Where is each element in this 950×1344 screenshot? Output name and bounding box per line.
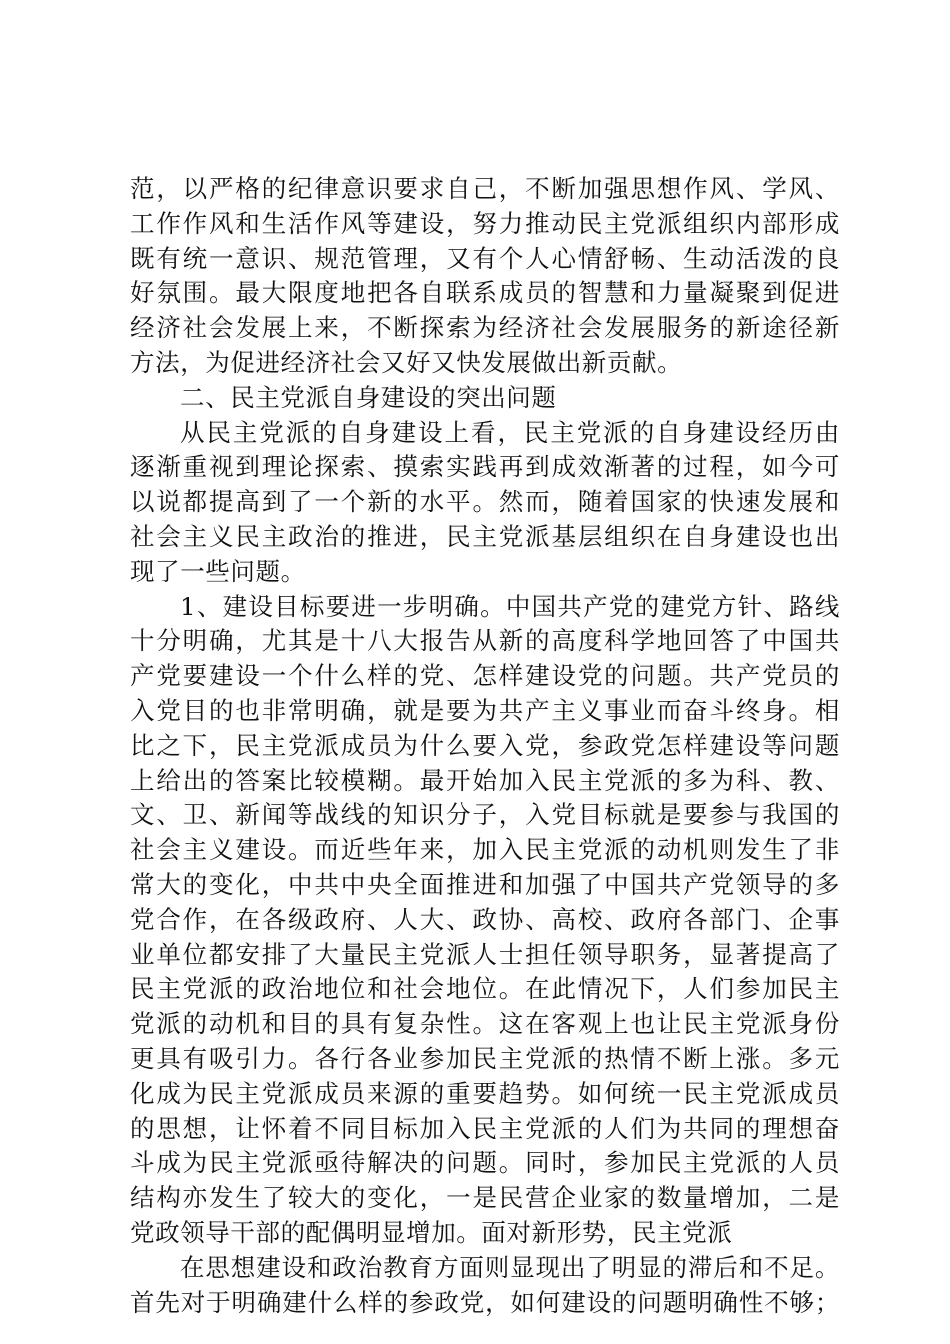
text-line: 的思想，让怀着不同目标加入民主党派的人们为共同的理想奋 [130,1113,840,1143]
text-line: 产党要建设一个什么样的党、怎样建设党的问题。共产党员的 [130,661,840,691]
text-line: 社会主义建设。而近些年来，加入民主党派的动机则发生了非 [130,835,840,865]
text-line: 首先对于明确建什么样的参政党，如何建设的问题明确性不够； [130,1287,840,1317]
text-line: 党政领导干部的配偶明显增加。面对新形势，民主党派 [130,1217,733,1247]
text-line: 民主党派的政治地位和社会地位。在此情况下，人们参加民主 [130,974,840,1004]
text-line: 常大的变化，中共中央全面推进和加强了中国共产党领导的多 [130,869,840,899]
text-line: 党派的动机和目的具有复杂性。这在客观上也让民主党派身份 [130,1009,840,1039]
text-line: 方法，为促进经济社会又好又快发展做出新贡献。 [130,347,683,377]
text-line: 更具有吸引力。各行各业参加民主党派的热情不断上涨。多元 [130,1043,840,1073]
text-line: 文、卫、新闻等战线的知识分子，入党目标就是要参与我国的 [130,800,840,830]
text-line: 上给出的答案比较模糊。最开始加入民主党派的多为科、教、 [130,765,840,795]
text-line: 十分明确，尤其是十八大报告从新的高度科学地回答了中国共 [130,626,840,656]
paragraph [130,416,840,590]
text-line: 党合作，在各级政府、人大、政协、高校、政府各部门、企事 [130,904,840,934]
text-line: 入党目的也非常明确，就是要为共产主义事业而奋斗终身。相 [130,695,840,725]
text-line: 经济社会发展上来，不断探索为经济社会发展服务的新途径新 [130,313,840,343]
section-heading [130,381,840,416]
text-line: 以说都提高到了一个新的水平。然而，随着国家的快速发展和 [130,487,840,517]
text-line: 在思想建设和政治教育方面则显现出了明显的滞后和不足。 [180,1252,840,1282]
text-line: 范，以严格的纪律意识要求自己，不断加强思想作风、学风、 [130,174,840,203]
text-line: 业单位都安排了大量民主党派人士担任领导职务，显著提高了 [130,939,840,969]
text-line: 从民主党派的自身建设上看，民主党派的自身建设经历由 [180,417,840,447]
text-line: 结构亦发生了较大的变化，一是民营企业家的数量增加，二是 [130,1183,840,1213]
text-line: 工作作风和生活作风等建设，努力推动民主党派组织内部形成 [130,208,840,238]
text-line: 斗成为民主党派亟待解决的问题。同时，参加民主党派的人员 [130,1148,840,1178]
text-line: 现了一些问题。 [130,556,306,586]
text-line: 既有统一意识、规范管理，又有个人心情舒畅、生动活泼的良 [130,243,840,273]
paragraph [130,1251,840,1321]
paragraph [130,172,840,381]
text-line: 1、建设目标要进一步明确。中国共产党的建党方针、路线 [180,591,840,621]
text-line: 逐渐重视到理论探索、摸索实践再到成效渐著的过程，如今可 [130,452,840,482]
heading-text: 二、民主党派自身建设的突出问题 [180,382,557,412]
text-line: 比之下，民主党派成员为什么要入党，参政党怎样建设等问题 [130,730,840,760]
text-line: 化成为民主党派成员来源的重要趋势。如何统一民主党派成员 [130,1078,840,1108]
document-body [130,172,840,1320]
paragraph [130,590,840,1251]
text-line: 好氛围。最大限度地把各自联系成员的智慧和力量凝聚到促进 [130,278,840,308]
text-line: 社会主义民主政治的推进，民主党派基层组织在自身建设也出 [130,521,840,551]
